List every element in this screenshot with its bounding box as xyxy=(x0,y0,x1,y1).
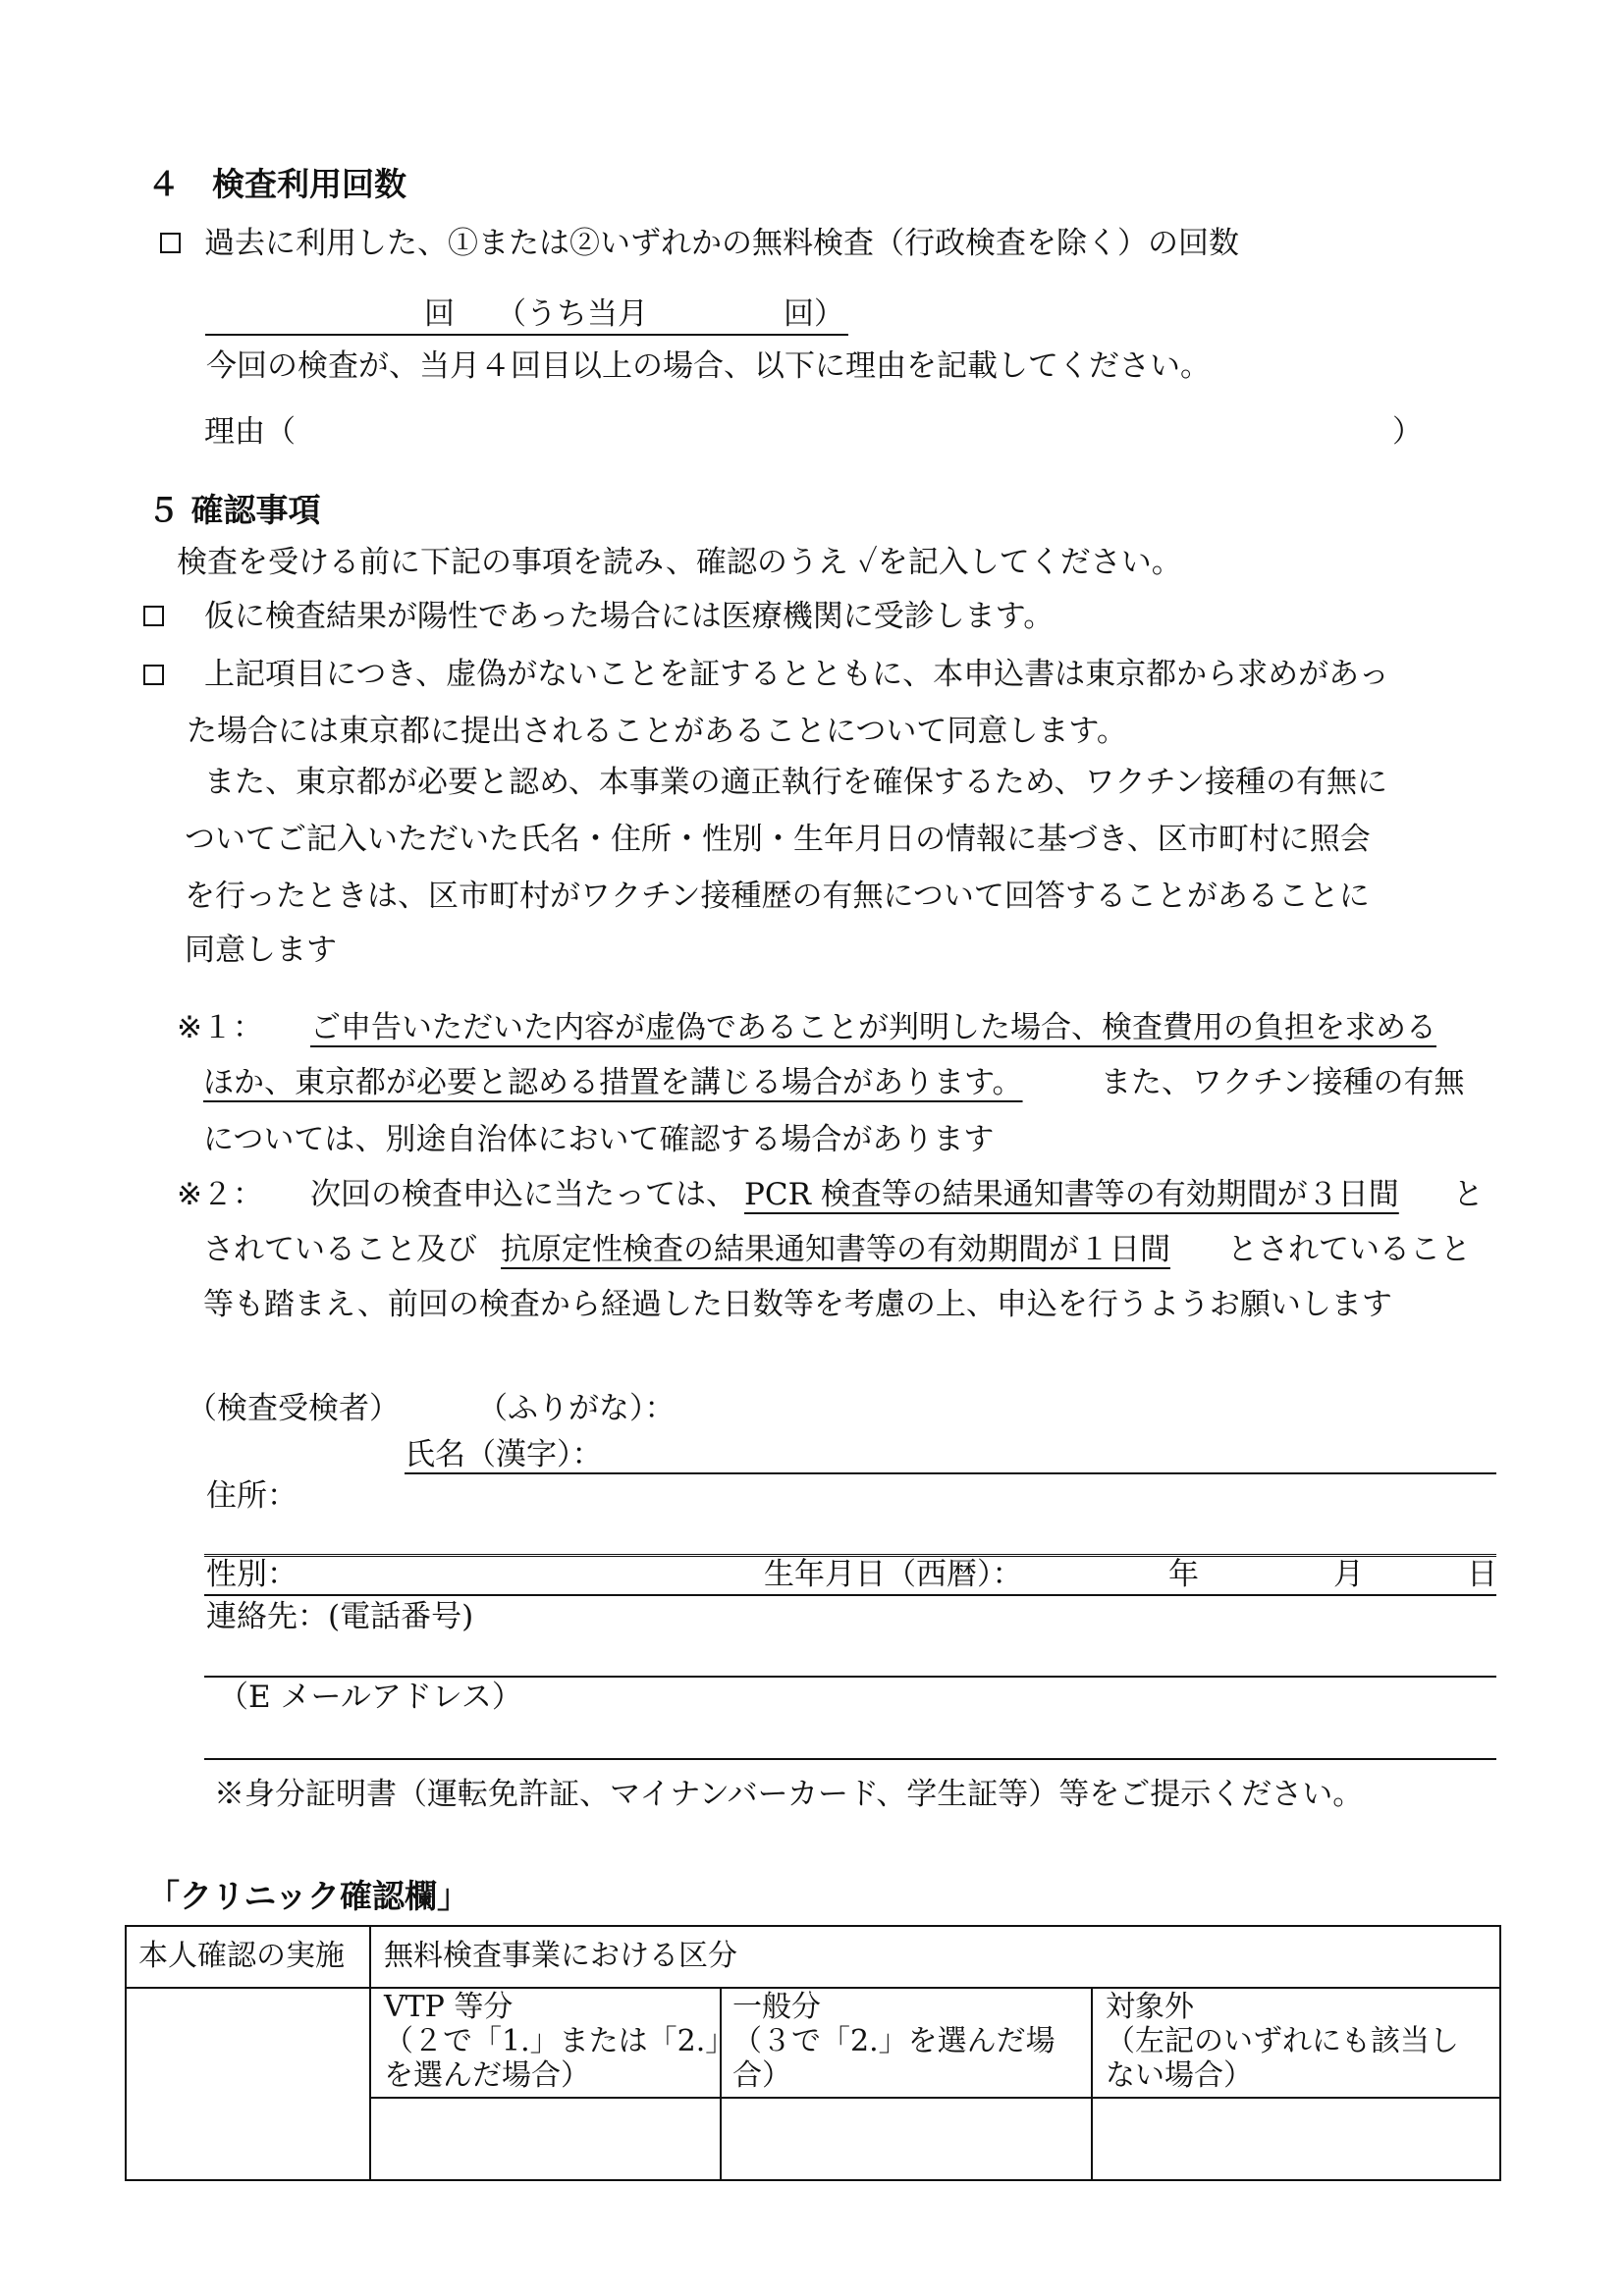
identity-check-header: 本人確認の実施 xyxy=(138,1939,345,1973)
general-title: 一般分 xyxy=(732,1990,821,2024)
note2-line1-a: 次回の検査申込に当たっては、 xyxy=(310,1177,736,1212)
note1-line1: ご申告いただいた内容が虚偽であることが判明した場合、検査費用の負担を求める xyxy=(310,1010,1436,1045)
note2-line2-a: されていること及び xyxy=(203,1232,477,1267)
birth-label: 生年月日（西暦）： xyxy=(764,1557,1023,1592)
note2-line2-b: とされていること xyxy=(1227,1232,1471,1267)
applicant-label: （検査受検者） xyxy=(187,1391,400,1426)
note1-line2-underlined: ほか、東京都が必要と認める措置を講じる場合があります。 xyxy=(203,1065,1023,1100)
count-month-unit: 回） xyxy=(784,296,844,332)
note1-label: ※１： xyxy=(177,1010,263,1045)
note2-line2-underlined: 抗原定性検査の結果通知書等の有効期間が１日間 xyxy=(501,1232,1170,1267)
exempt-desc-2: ない場合） xyxy=(1106,2058,1253,2093)
address-label: 住所： xyxy=(206,1478,298,1514)
note2-line1-underlined: PCR 検査等の結果通知書等の有効期間が３日間 xyxy=(744,1177,1399,1212)
count-underline[interactable] xyxy=(205,334,848,336)
reason-close: ） xyxy=(1392,414,1423,450)
vaccine-consent-line3: を行ったときは、区市町村がワクチン接種歴の有無について回答することがあることに xyxy=(185,879,1370,914)
birth-day-label: 日 xyxy=(1467,1557,1497,1592)
birth-year-label: 年 xyxy=(1168,1557,1199,1592)
section5-intro: 検査を受ける前に下記の事項を読み、確認のうえ ✓を記入してください。 xyxy=(177,545,1182,580)
note1-line3: については、別途自治体において確認する場合があります xyxy=(203,1122,995,1157)
email-underline[interactable] xyxy=(204,1758,1496,1760)
note2-label: ※２： xyxy=(177,1177,263,1212)
identity-check-cell[interactable] xyxy=(128,1990,368,2178)
section4-heading: ４ 検査利用回数 xyxy=(147,165,406,203)
consent-text-2-line2: た場合には東京都に提出されることがあることについて同意します。 xyxy=(187,714,1127,749)
count-month-label: （うち当月 xyxy=(496,296,648,332)
exempt-title: 対象外 xyxy=(1106,1990,1194,2024)
general-desc-1: （３で「2.」を選んだ場 xyxy=(732,2024,1056,2058)
vaccine-consent-line2: ついてご記入いただいた氏名・住所・性別・生年月日の情報に基づき、区市町村に照会 xyxy=(185,822,1371,857)
gender-label: 性別： xyxy=(206,1557,298,1592)
section5-heading: ５ 確認事項 xyxy=(147,491,321,529)
gender-birth-underline[interactable] xyxy=(204,1594,1496,1596)
vtp-desc-2: を選んだ場合） xyxy=(384,2058,590,2093)
general-desc-2: 合） xyxy=(732,2058,791,2093)
past-usage-question: 過去に利用した、①または②いずれかの無料検査（行政検査を除く）の回数 xyxy=(204,226,1239,261)
general-check-cell[interactable] xyxy=(723,2100,1090,2178)
reason-input[interactable] xyxy=(304,412,1384,452)
count-unit: 回 xyxy=(424,296,455,332)
exempt-desc-1: （左記のいずれにも該当し xyxy=(1106,2024,1459,2058)
id-document-note: ※身分証明書（運転免許証、マイナンバーカード、学生証等）等をご提示ください。 xyxy=(214,1777,1364,1812)
consent-checkbox-2[interactable] xyxy=(143,665,164,685)
reason-label: 理由（ xyxy=(204,414,296,450)
phone-label: 連絡先：(電話番号) xyxy=(206,1599,474,1634)
note2-line1-b: と xyxy=(1453,1177,1484,1212)
vaccine-consent-line4: 同意します xyxy=(185,933,337,968)
fourth-time-note: 今回の検査が、当月４回目以上の場合、以下に理由を記載してください。 xyxy=(206,348,1211,384)
category-header: 無料検査事業における区分 xyxy=(384,1939,737,1973)
email-label: （E メールアドレス） xyxy=(218,1680,522,1715)
vtp-title: VTP 等分 xyxy=(384,1990,514,2024)
consent-text-2-line1: 上記項目につき、虚偽がないことを証するとともに、本申込書は東京都から求めがあっ xyxy=(204,657,1389,692)
birth-month-label: 月 xyxy=(1333,1557,1364,1592)
note2-line3: 等も踏まえ、前回の検査から経過した日数等を考慮の上、申込を行うようお願いします xyxy=(203,1287,1392,1322)
vtp-check-cell[interactable] xyxy=(372,2100,719,2178)
name-label: 氏名（漢字）： xyxy=(405,1437,603,1472)
clinic-heading: 「クリニック確認欄」 xyxy=(147,1877,470,1915)
vaccine-consent-line1: また、東京都が必要と認め、本事業の適正執行を確保するため、ワクチン接種の有無に xyxy=(204,765,1387,800)
consent-checkbox-1[interactable] xyxy=(143,606,164,626)
furigana-label: （ふりがな）： xyxy=(477,1391,676,1426)
name-underline[interactable] xyxy=(405,1472,1496,1474)
past-usage-checkbox[interactable] xyxy=(160,233,181,253)
note1-line2-rest: また、ワクチン接種の有無 xyxy=(1101,1065,1465,1100)
consent-text-1: 仮に検査結果が陽性であった場合には医療機関に受診します。 xyxy=(204,599,1055,634)
vtp-desc-1: （２で「1.」または「2.」 xyxy=(384,2024,735,2058)
exempt-check-cell[interactable] xyxy=(1094,2100,1498,2178)
